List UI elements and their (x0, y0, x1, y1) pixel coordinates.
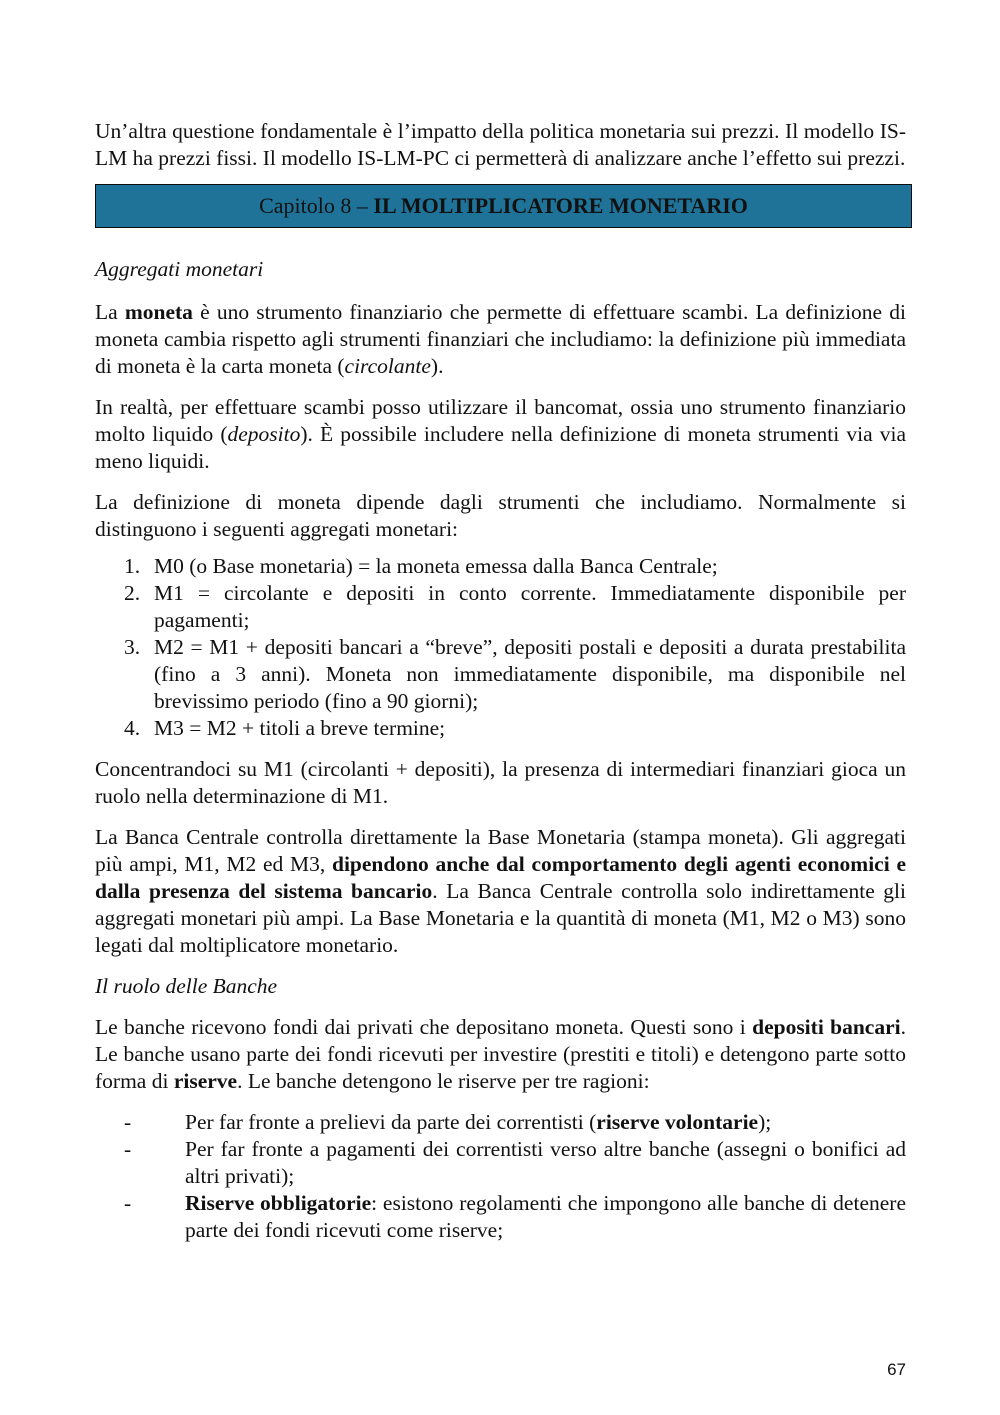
chapter-prefix: Capitolo 8 – (259, 193, 374, 218)
italic-term: deposito (227, 422, 301, 446)
text-span: ); (758, 1110, 772, 1134)
list-text (185, 1136, 906, 1190)
text-span: ). È possibile includere nella definizione di moneta strumenti via via meno liquidi. (95, 422, 907, 473)
list-bullet: - (124, 1110, 132, 1134)
paragraph-definizione: La definizione di moneta dipende dagli strumenti che includiamo. Normalmente si distinguono i seguenti aggregati monetari: (95, 490, 906, 541)
reserves-list (95, 1109, 906, 1244)
list-item (95, 553, 906, 580)
list-text (185, 1109, 906, 1136)
list-bullet: - (124, 1191, 132, 1215)
text-span: Per far fronte a pagamenti dei correntisti verso altre banche (assegni o bonifici ad altri privati); (185, 1137, 906, 1188)
paragraph-m1: Concentrandoci su M1 (circolanti + depositi), la presenza di intermediari finanziari gioca un ruolo nella determinazione di M1. (95, 757, 906, 808)
text-span: . Le banche detengono le riserve per tre ragioni: (237, 1069, 650, 1093)
list-number: 4. (124, 716, 141, 740)
list-text: M3 = M2 + titoli a breve termine; (154, 716, 446, 740)
chapter-banner (95, 184, 912, 228)
paragraph-banche (95, 1014, 906, 1095)
list-number: 2. (124, 581, 141, 605)
text-span: La Banca Centrale controlla direttamente la Base Monetaria (stampa moneta). Gli aggregati più ampi, M1, M2 ed M3, (95, 825, 906, 876)
text-span: La (95, 300, 125, 324)
page-number: 67 (887, 1360, 906, 1379)
text-span: Per far fronte a prelievi da parte dei correntisti ( (185, 1110, 597, 1134)
bold-term: moneta (124, 300, 193, 324)
list-text: M0 (o Base monetaria) = la moneta emessa dalla Banca Centrale; (154, 554, 718, 578)
list-item (95, 634, 906, 715)
italic-term: circolante (344, 354, 431, 378)
list-item (95, 1136, 906, 1190)
bold-term: riserve (173, 1069, 238, 1093)
text-span: In realtà, per effettuare scambi posso utilizzare il bancomat, ossia uno strumento finanziario molto liquido ( (95, 395, 906, 446)
text-span: : esistono regolamenti che impongono alle banche di detenere parte dei fondi ricevuti come riserve; (185, 1191, 906, 1242)
intro-paragraph: Un’altra questione fondamentale è l’impatto della politica monetaria sui prezzi. Il modello IS-LM ha prezzi fissi. Il modello IS-LM-PC ci permetterà di analizzare anche l’effetto sui prezzi. (95, 119, 906, 170)
list-item (95, 1190, 906, 1244)
bold-term: riserve volontarie (596, 1110, 759, 1134)
chapter-title: IL MOLTIPLICATORE MONETARIO (373, 193, 748, 218)
text-span: . La Banca Centrale controlla solo indirettamente gli aggregati monetari più ampi. La Base Monetaria e la quantità di moneta (M1, M2 o M3) sono legati dal moltiplicatore monetario. (95, 879, 907, 957)
text-span: è uno strumento finanziario che permette di effettuare scambi. La definizione di moneta cambia rispetto agli strumenti finanziari che includiamo: la definizione più immediata di moneta è la carta moneta ( (95, 300, 906, 378)
bold-phrase: dipendono anche dal comportamento degli agenti economici e dalla presenza del sistema bancario (95, 852, 906, 903)
list-text: M1 = circolante e depositi in conto corrente. Immediatamente disponibile per pagamenti; (154, 581, 906, 632)
text-span: Le banche ricevono fondi dai privati che depositano moneta. Questi sono i (95, 1015, 753, 1039)
paragraph-banca-centrale (95, 824, 906, 959)
aggregates-list (95, 553, 906, 742)
paragraph-bancomat (95, 394, 906, 475)
list-bullet: - (124, 1137, 132, 1161)
list-text: M2 = M1 + depositi bancari a “breve”, depositi postali e depositi a durata prestabilita (fino a 3 anni). Moneta non immediatamente disponibile, ma disponibile nel brevissimo periodo (fino a 90 giorni); (154, 635, 906, 713)
document-page (95, 118, 906, 1244)
list-number: 1. (124, 554, 141, 578)
list-number: 3. (124, 635, 141, 659)
paragraph-moneta (95, 299, 906, 380)
text-span: . Le banche usano parte dei fondi ricevuti per investire (prestiti e titoli) e detengono parte sotto forma di (95, 1015, 906, 1093)
section-heading-aggregati: Aggregati monetari (95, 257, 264, 281)
list-item (95, 580, 906, 634)
list-text (185, 1190, 906, 1244)
section-heading-banche: Il ruolo delle Banche (95, 974, 278, 998)
bold-term: Riserve obbligatorie (185, 1191, 372, 1215)
bold-term: depositi bancari (752, 1015, 901, 1039)
text-span: ). (430, 354, 444, 378)
list-item (95, 715, 906, 742)
list-item (95, 1109, 906, 1136)
